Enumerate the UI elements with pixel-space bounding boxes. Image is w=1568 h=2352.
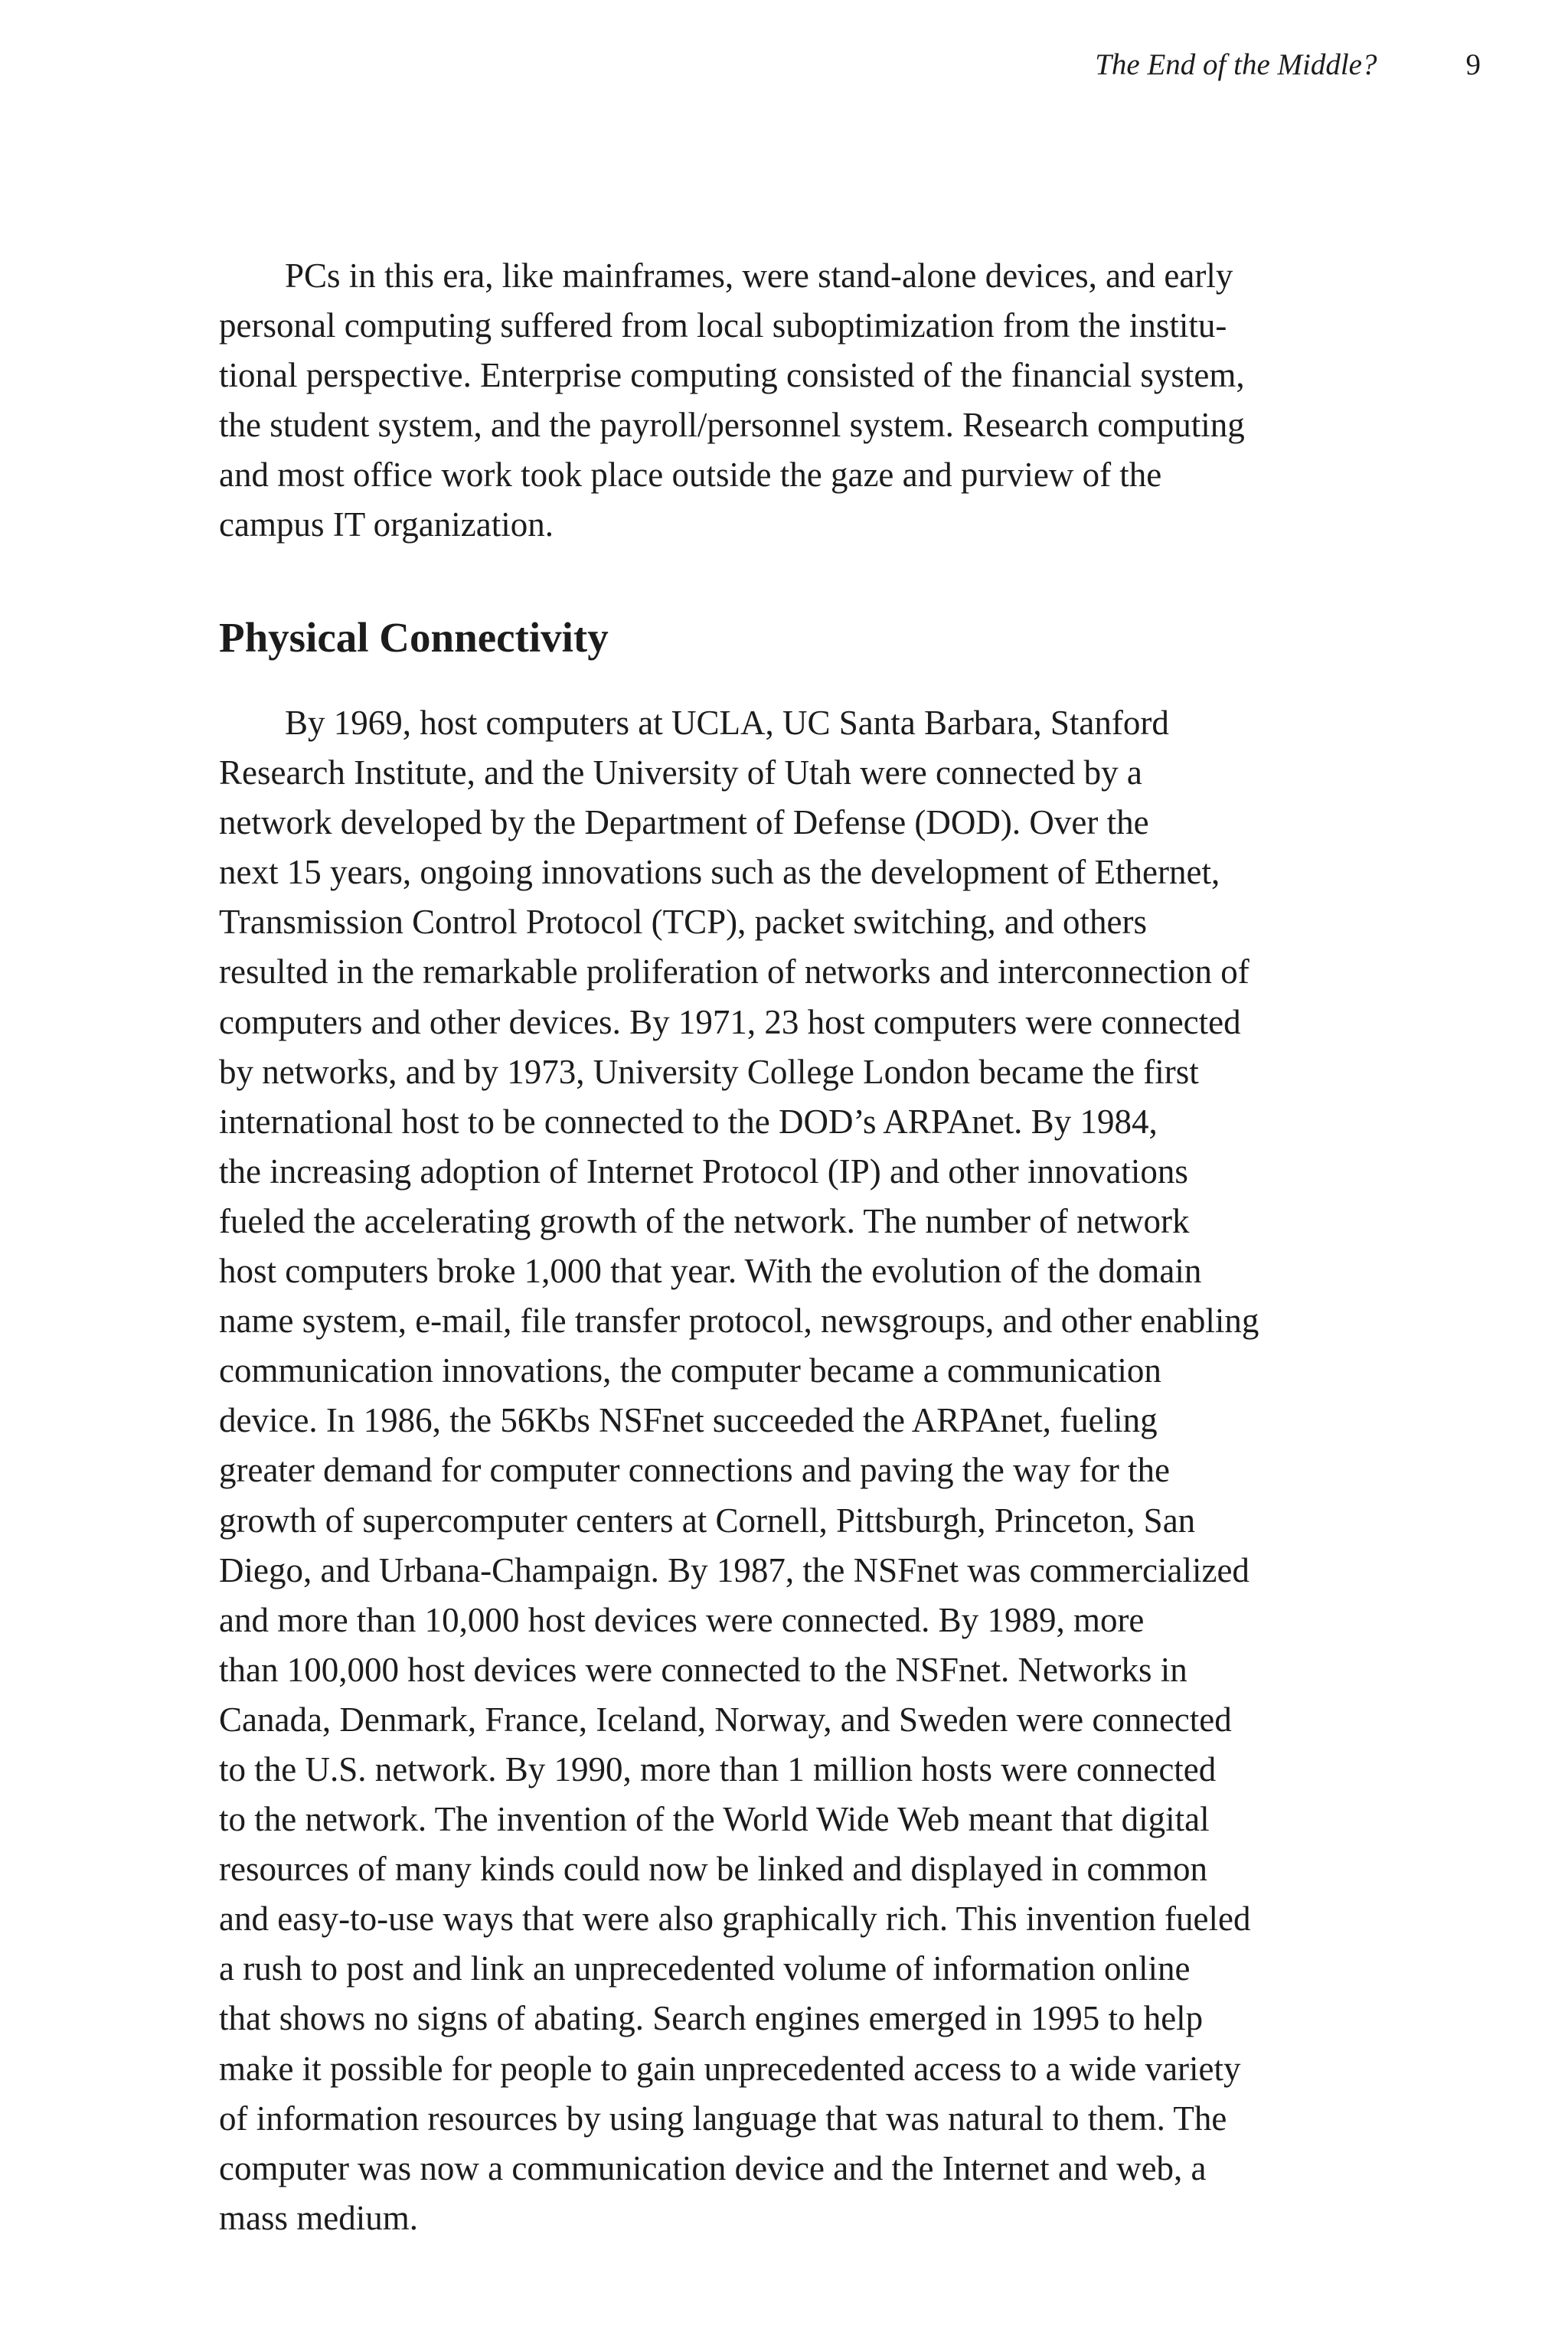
text-line: the student system, and the payroll/personnel system. Research computing <box>219 406 1245 445</box>
text-line: next 15 years, ongoing innovations such as the development of Ethernet, <box>219 853 1220 892</box>
text-line: and most office work took place outside the gaze and purview of the <box>219 456 1162 495</box>
paragraph-pcs-era <box>219 251 1352 550</box>
text-line: fueled the accelerating growth of the network. The number of network <box>219 1201 1190 1240</box>
text-line: international host to be connected to the DOD’s ARPAnet. By 1984, <box>219 1102 1158 1141</box>
text-line: than 100,000 host devices were connected to the NSFnet. Networks in <box>219 1650 1187 1689</box>
page-number: 9 <box>1465 48 1481 81</box>
text-line: resulted in the remarkable proliferation of networks and interconnection of <box>219 952 1250 991</box>
text-line: resources of many kinds could now be linked and displayed in common <box>219 1850 1207 1889</box>
text-line: communication innovations, the computer became a communication <box>219 1351 1161 1390</box>
text-line: name system, e-mail, file transfer protocol, newsgroups, and other enabling <box>219 1302 1259 1341</box>
text-line: greater demand for computer connections and paving the way for the <box>219 1451 1171 1490</box>
text-line: campus IT organization. <box>219 505 554 544</box>
text-line: personal computing suffered from local suboptimization from the institu- <box>219 306 1227 345</box>
text-line: that shows no signs of abating. Search engines emerged in 1995 to help <box>219 1999 1204 2038</box>
text-line: tional perspective. Enterprise computing consisted of the financial system, <box>219 356 1245 395</box>
text-line: Research Institute, and the University of Utah were connected by a <box>219 753 1142 792</box>
text-line: By 1969, host computers at UCLA, UC Santa Barbara, Stanford <box>285 704 1169 742</box>
text-line: of information resources by using language that was natural to them. The <box>219 2099 1227 2138</box>
text-line: by networks, and by 1973, University College London became the first <box>219 1052 1199 1091</box>
text-line: and more than 10,000 host devices were connected. By 1989, more <box>219 1600 1145 1639</box>
text-line: make it possible for people to gain unprecedented access to a wide variety <box>219 2049 1241 2088</box>
section-heading: Physical Connectivity <box>219 614 609 661</box>
text-line: to the network. The invention of the World Wide Web meant that digital <box>219 1800 1210 1839</box>
text-line: device. In 1986, the 56Kbs NSFnet succeeded the ARPAnet, fueling <box>219 1401 1158 1440</box>
text-line: Canada, Denmark, France, Iceland, Norway, and Sweden were connected <box>219 1700 1232 1739</box>
text-line: host computers broke 1,000 that year. With the evolution of the domain <box>219 1252 1202 1291</box>
text-line: growth of supercomputer centers at Cornell, Pittsburgh, Princeton, San <box>219 1501 1196 1540</box>
text-line: computer was now a communication device and the Internet and web, a <box>219 2148 1207 2187</box>
text-line: to the U.S. network. By 1990, more than 1 million hosts were connected <box>219 1749 1217 1788</box>
text-line: a rush to post and link an unprecedented volume of information online <box>219 1949 1191 1988</box>
text-line: network developed by the Department of Defense (DOD). Over the <box>219 803 1149 842</box>
text-line: PCs in this era, like mainframes, were stand-alone devices, and early <box>285 256 1233 295</box>
text-line: Diego, and Urbana-Champaign. By 1987, the NSFnet was commercialized <box>219 1550 1250 1589</box>
paragraph-physical-connectivity <box>219 698 1352 2243</box>
text-line: and easy-to-use ways that were also graphically rich. This invention fueled <box>219 1900 1251 1939</box>
text-line: the increasing adoption of Internet Protocol (IP) and other innovations <box>219 1152 1188 1191</box>
text-line: computers and other devices. By 1971, 23 host computers were connected <box>219 1002 1241 1041</box>
running-head <box>1095 47 1481 90</box>
text-line: mass medium. <box>219 2198 418 2237</box>
running-title: The End of the Middle? <box>1095 48 1377 81</box>
text-line: Transmission Control Protocol (TCP), packet switching, and others <box>219 903 1148 942</box>
